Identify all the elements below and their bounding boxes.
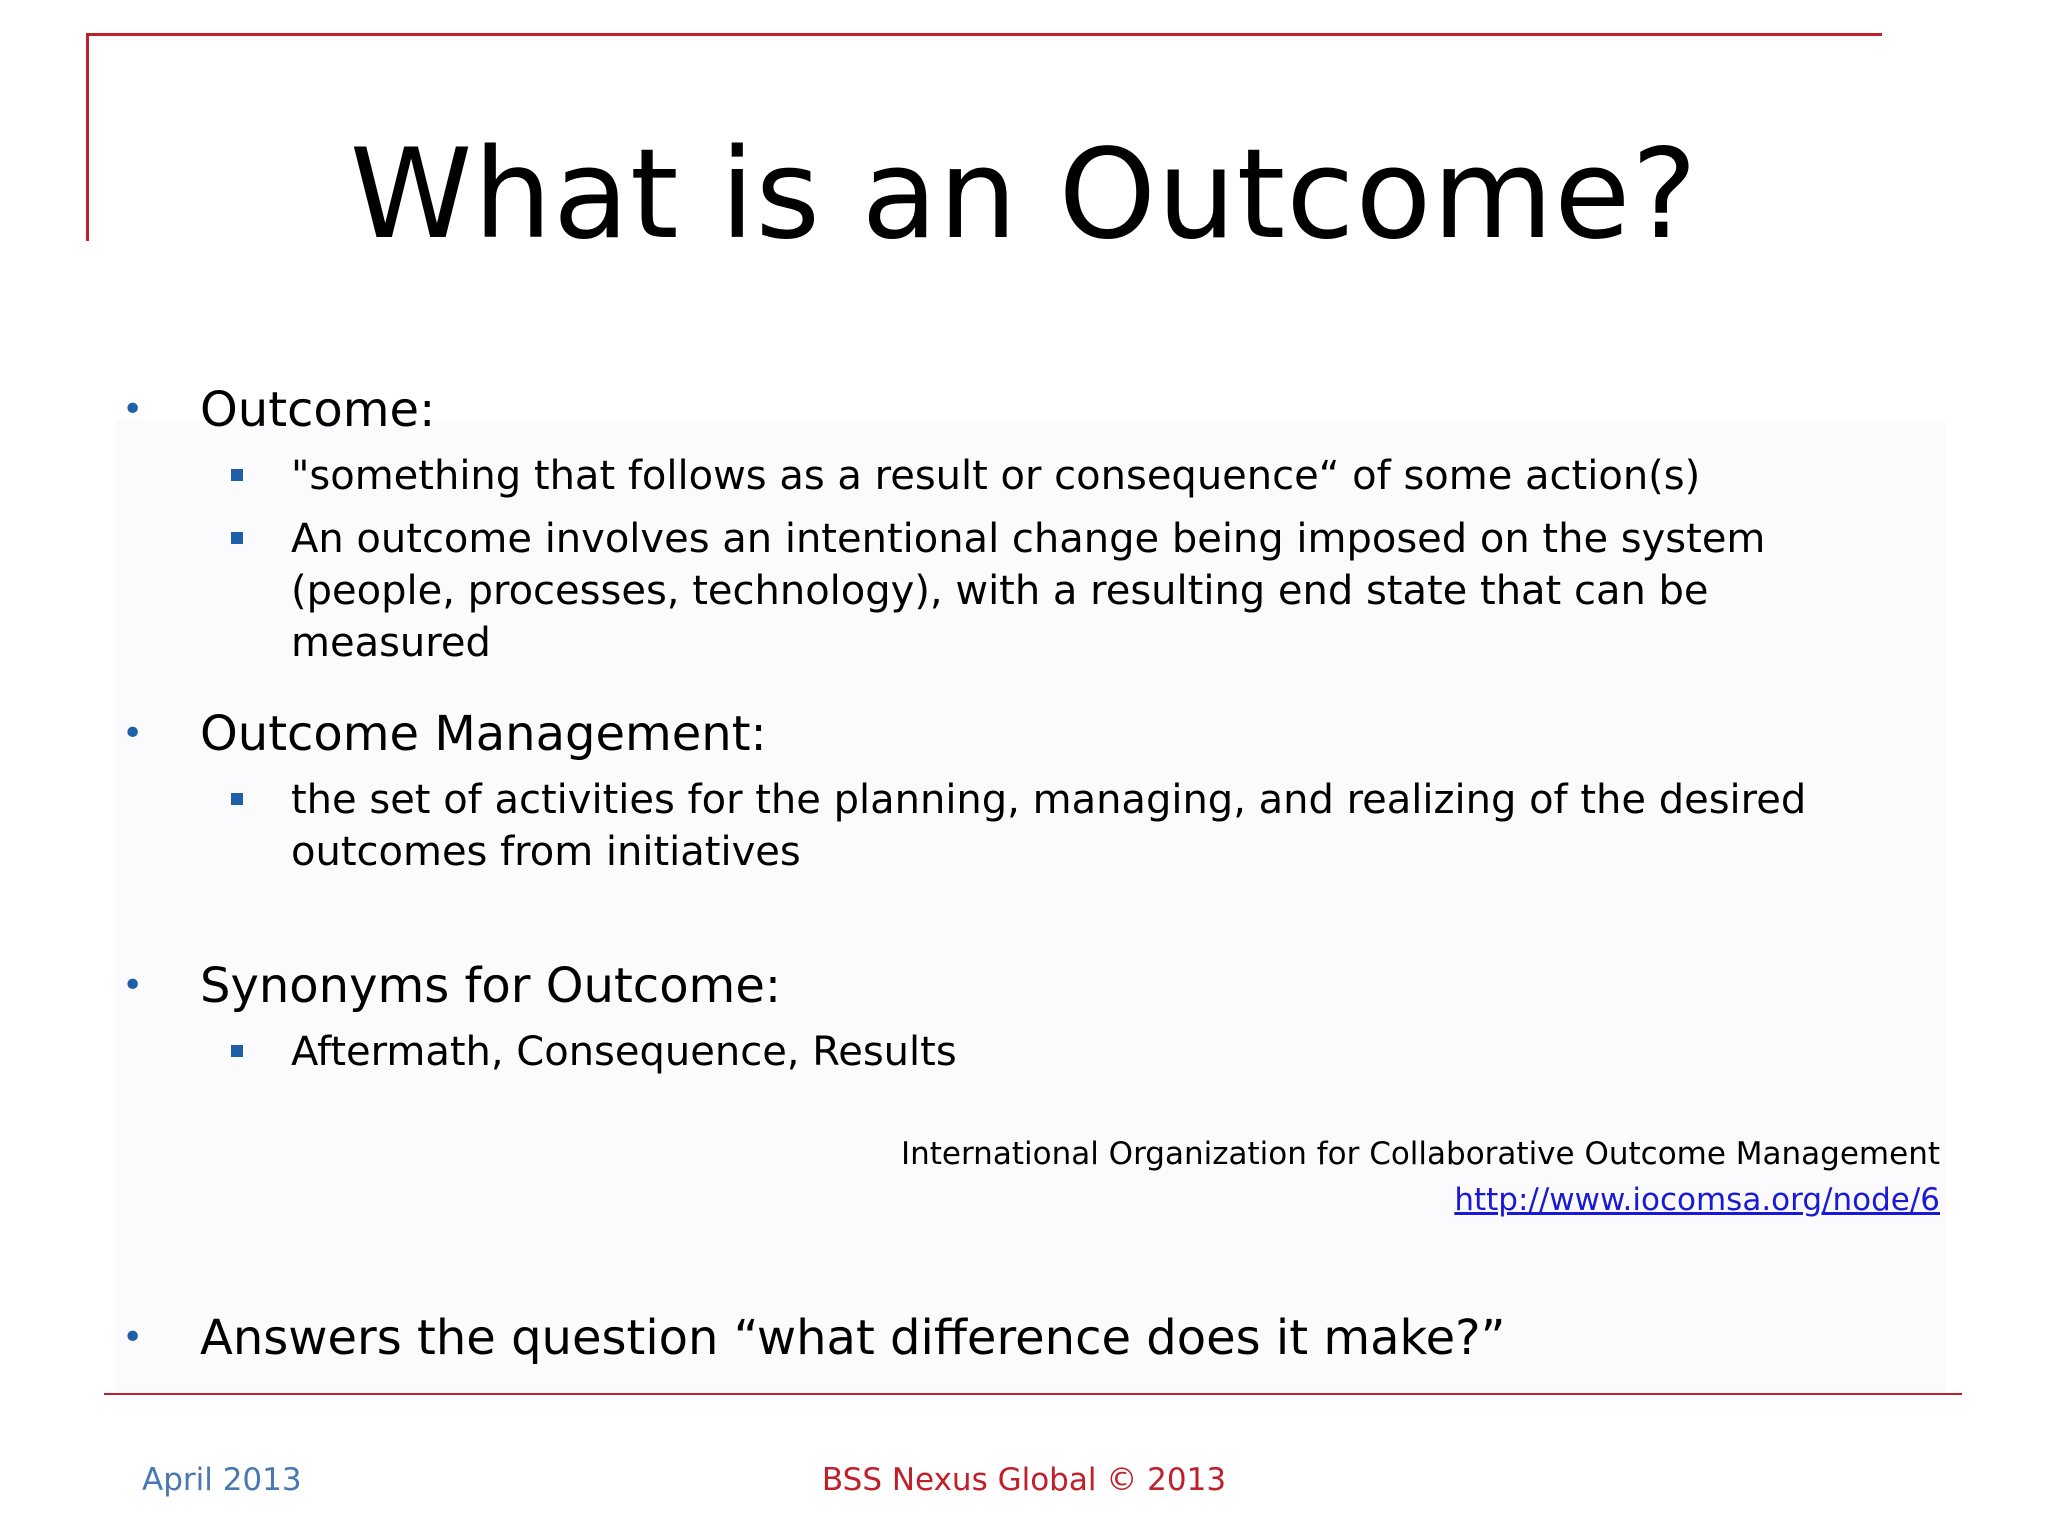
slide-title: What is an Outcome? <box>349 123 1699 267</box>
bullet-text: Answers the question “what difference does it make?” <box>200 1310 1506 1366</box>
bullet-dot-icon: • <box>122 389 144 430</box>
sub-bullet-text: "something that follows as a result or consequence“ of some action(s) <box>291 453 1701 499</box>
footer-copyright: BSS Nexus Global © 2013 <box>821 1462 1227 1498</box>
citation-link[interactable]: http://www.iocomsa.org/node/6 <box>1454 1182 1940 1218</box>
citation-org: International Organization for Collaborative Outcome Management <box>900 1136 1940 1172</box>
sub-bullet-text: An outcome involves an intentional change being imposed on the system (people, processes, technology), with a resulting end state that can be measured <box>291 516 1766 666</box>
square-bullet-icon <box>231 793 243 805</box>
sub-bullet-text: the set of activities for the planning, managing, and realizing of the desired outcomes from initiatives <box>291 777 1807 875</box>
frame-top-rule <box>86 33 1882 36</box>
square-bullet-icon <box>231 1045 243 1057</box>
footer-date: April 2013 <box>142 1462 302 1498</box>
bullet-text: Outcome Management: <box>200 706 767 762</box>
sub-bullet-text: Aftermath, Consequence, Results <box>291 1029 957 1075</box>
square-bullet-icon <box>231 532 243 544</box>
bullet-text: Outcome: <box>200 382 436 438</box>
citation-link-row <box>1454 1178 1940 1222</box>
bullet-text: Synonyms for Outcome: <box>200 958 782 1014</box>
footer-rule <box>104 1393 1962 1395</box>
bullet-dot-icon: • <box>122 713 144 754</box>
bullet-dot-icon: • <box>122 965 144 1006</box>
square-bullet-icon <box>231 469 243 481</box>
bullet-dot-icon: • <box>122 1317 144 1358</box>
